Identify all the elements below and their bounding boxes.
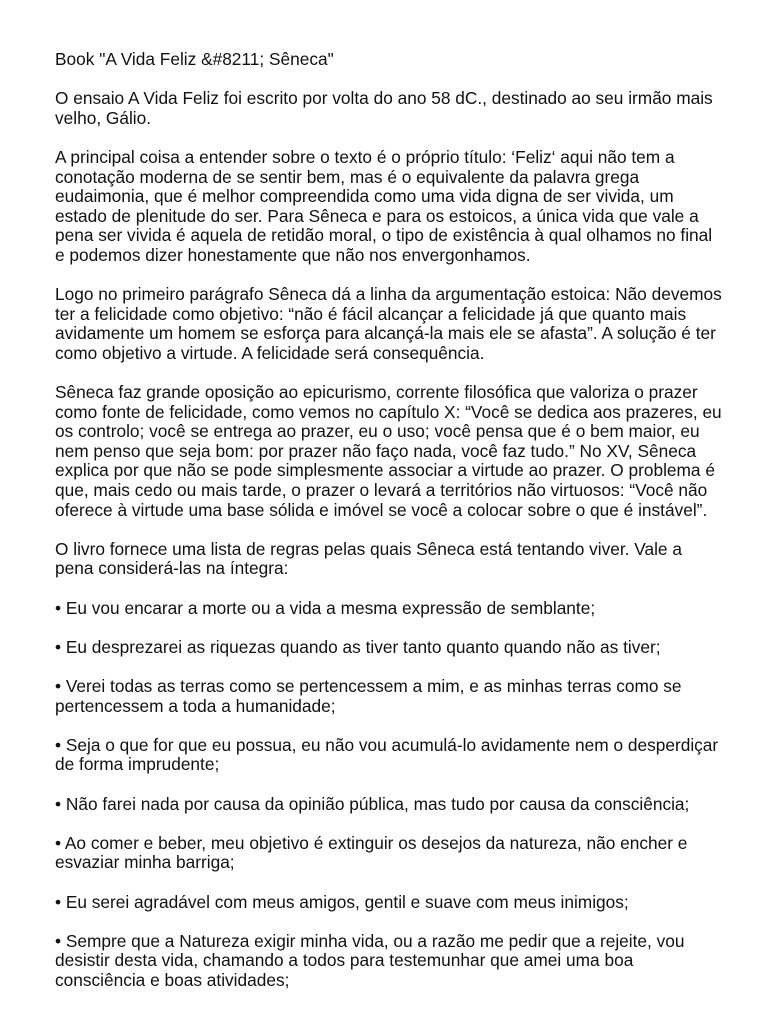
paragraph-intro: O ensaio A Vida Feliz foi escrito por volta do ano 58 dC., destinado ao seu irmão mais velho, Gálio. xyxy=(55,88,713,128)
document-body xyxy=(55,50,725,1010)
list-item-rule: • Eu vou encarar a morte ou a vida a mesma expressão de semblante; xyxy=(55,597,596,618)
list-item-rule: • Ao comer e beber, meu objetivo é extinguir os desejos da natureza, não encher e esvaziar minha barriga; xyxy=(55,832,688,873)
list-item-rule: • Eu desprezarei as riquezas quando as tiver tanto quanto quando não as tiver; xyxy=(55,636,661,657)
list-item-rule: • Não farei nada por causa da opinião pública, mas tudo por causa da consciência; xyxy=(55,793,690,814)
list-item-rule: • Sempre que a Natureza exigir minha vida, ou a razão me pedir que a rejeite, vou desistir desta vida, chamando a todos para testemunhar que amei uma boa consciência e boas atividades; xyxy=(55,930,685,990)
list-item-rule: • Eu serei agradável com meus amigos, gentil e suave com meus inimigos; xyxy=(55,891,629,912)
list-item-rule: • Seja o que for que eu possua, eu não vou acumulá-lo avidamente nem o desperdiçar de forma imprudente; xyxy=(55,734,719,775)
list-item-rule: • Verei todas as terras como se pertencessem a mim, e as minhas terras como se pertencessem a toda a humanidade; xyxy=(55,676,682,716)
paragraph-rules-intro: O livro fornece uma lista de regras pelas quais Sêneca está tentando viver. Vale a pena considerá-las na íntegra: xyxy=(55,538,682,579)
paragraph-title-meaning: A principal coisa a entender sobre o texto é o próprio título: ‘Feliz‘ aqui não tem a conotação moderna de se sentir bem, mas é o equivalente da palavra grega eudaimonia, que é melhor compreendida como uma vida digna de ser vivida, um estado de plenitude do ser. Para Sêneca e para os estoicos, a única vida que vale a pena ser vivida é aquela de retidão moral, o tipo de existência à qual olhamos no final e podemos dizer honestamente que não nos envergonhamos. xyxy=(55,146,713,265)
document-title: Book "A Vida Feliz &#8211; Sêneca" xyxy=(55,49,334,69)
paragraph-argument: Logo no primeiro parágrafo Sêneca dá a linha da argumentação estoica: Não devemos ter a felicidade como objetivo: “não é fácil alcançar a felicidade já que quanto mais avidamente um homem se esforça para alcançá-la mais ele se afasta”. A solução é ter como objetivo a virtude. A felicidade será consequência. xyxy=(55,284,722,363)
paragraph-epicurism: Sêneca faz grande oposição ao epicurismo, corrente filosófica que valoriza o prazer como fonte de felicidade, como vemos no capítulo X: “Você se dedica aos prazeres, eu os controlo; você se entrega ao prazer, eu o uso; você pensa que é o bem maior, eu nem penso que seja bom: por prazer não faço nada, você faz tudo.” No XV, Sêneca explica por que não se pode simplesmente associar a virtude ao prazer. O problema é que, mais cedo ou mais tarde, o prazer o levará a territórios não virtuosos: “Você não oferece à virtude uma base sólida e imóvel se você a colocar sobre o que é instável”. xyxy=(55,382,722,520)
